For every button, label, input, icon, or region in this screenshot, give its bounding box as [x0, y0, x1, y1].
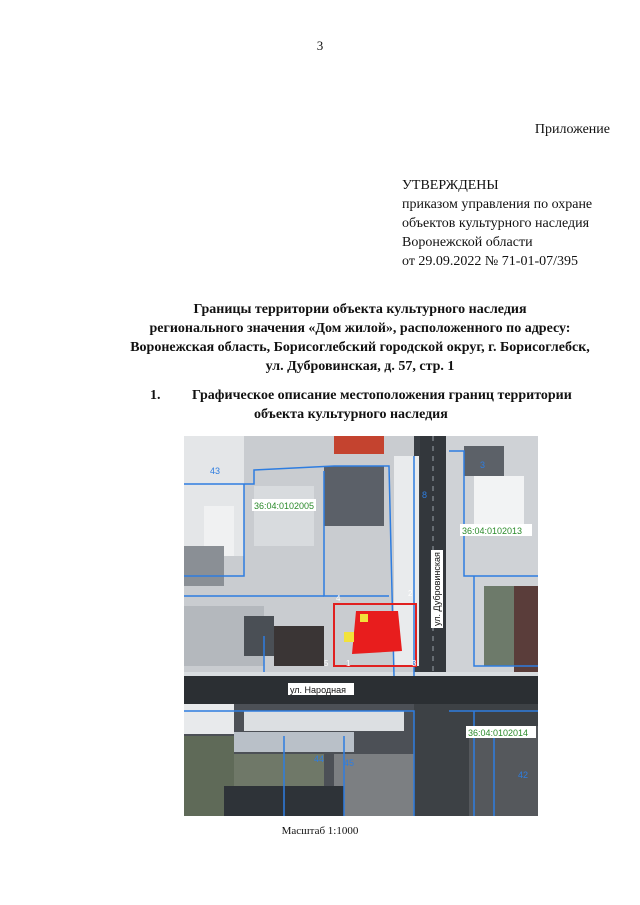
parcel-number: 42 — [518, 770, 529, 780]
title-line: регионального значения «Дом жилой», расположенного по адресу: — [149, 321, 571, 336]
map-image — [184, 436, 538, 816]
title-line: ул. Дубровинская, д. 57, стр. 1 — [265, 359, 455, 374]
approval-line: от 29.09.2022 № 71-01-07/395 — [402, 254, 579, 269]
parcel-number: 8 — [422, 490, 428, 500]
cadastral-label: 36:04:0102005 — [254, 501, 315, 511]
appendix-label: Приложение — [534, 122, 610, 137]
section-title-line: объекта культурного наследия — [254, 407, 448, 422]
street-label-vertical: ул. Дубровинская — [432, 552, 442, 626]
cadastral-label: 36:04:0102013 — [462, 526, 523, 536]
document-title — [90, 300, 630, 376]
map-scale: Масштаб 1:1000 — [281, 825, 359, 837]
section-title-line: Графическое описание местоположения границ территории — [192, 388, 572, 403]
point-number: 2 — [408, 589, 413, 598]
approval-line: Воронежской области — [402, 235, 533, 250]
approval-line: объектов культурного наследия — [402, 216, 590, 231]
parcel-number: 45 — [344, 758, 355, 768]
title-line: Границы территории объекта культурного наследия — [193, 302, 527, 317]
parcel-number: 3 — [480, 460, 486, 470]
point-number: 4 — [336, 594, 341, 603]
parcel-number: 43 — [210, 466, 221, 476]
page-number: 3 — [316, 38, 324, 53]
cadastral-label: 36:04:0102014 — [468, 728, 529, 738]
parcel-number: 44 — [314, 754, 325, 764]
point-number: 3 — [412, 659, 417, 668]
section-number: 1. — [150, 388, 161, 403]
approval-heading: УТВЕРЖДЕНЫ — [402, 178, 499, 193]
title-line: Воронежская область, Борисоглебский городской округ, г. Борисоглебск, — [130, 340, 590, 355]
point-number: 1 — [346, 659, 351, 668]
point-number: 5 — [324, 659, 329, 668]
approval-line: приказом управления по охране — [402, 197, 593, 212]
approval-block — [402, 176, 592, 271]
street-label-horizontal: ул. Народная — [290, 685, 346, 695]
